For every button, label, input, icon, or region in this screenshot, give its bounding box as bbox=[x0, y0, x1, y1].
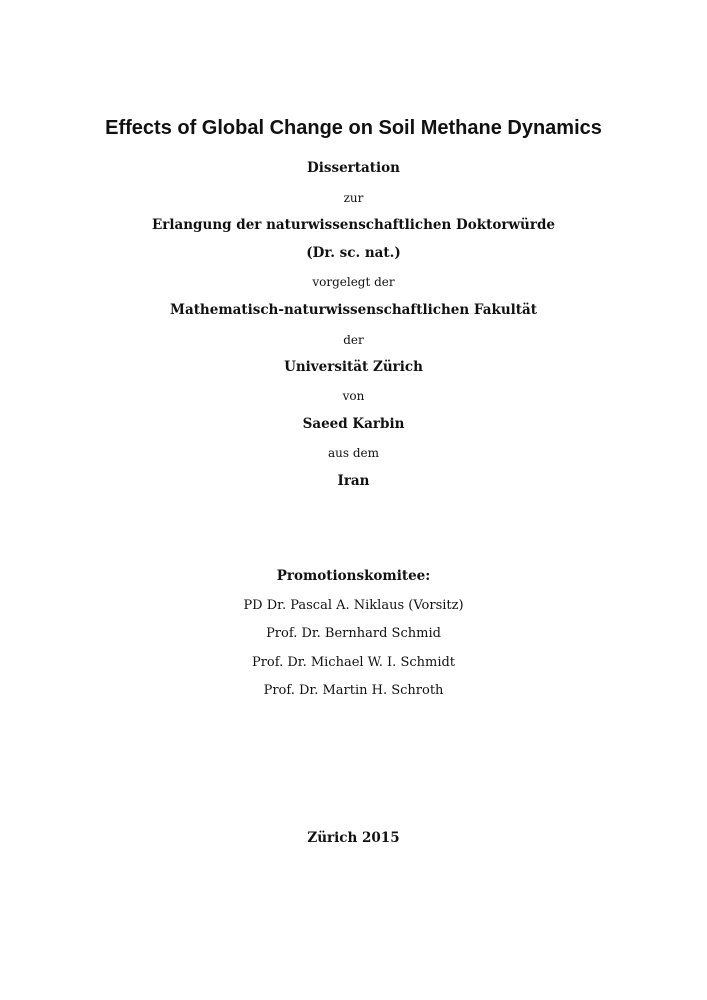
zur-text: zur bbox=[343, 191, 364, 205]
committee-heading: Promotionskomitee: bbox=[276, 568, 431, 584]
committee-member: PD Dr. Pascal A. Niklaus (Vorsitz) bbox=[243, 598, 464, 613]
degree-abbrev: (Dr. sc. nat.) bbox=[306, 245, 401, 261]
document-type: Dissertation bbox=[307, 160, 400, 176]
committee-member: Prof. Dr. Michael W. I. Schmidt bbox=[251, 655, 456, 670]
von-text: von bbox=[342, 389, 365, 403]
degree-purpose: Erlangung der naturwissenschaftlichen Doktorwürde bbox=[151, 217, 556, 233]
thesis-title: Effects of Global Change on Soil Methane Dynamics bbox=[105, 117, 602, 139]
place-year: Zürich 2015 bbox=[307, 830, 400, 846]
der-text: der bbox=[343, 333, 364, 347]
university-name: Universität Zürich bbox=[284, 359, 423, 375]
vorgelegt-text: vorgelegt der bbox=[312, 275, 395, 289]
origin-country: Iran bbox=[337, 473, 370, 489]
aus-dem-text: aus dem bbox=[327, 446, 380, 460]
author-name: Saeed Karbin bbox=[302, 416, 405, 432]
committee-member: Prof. Dr. Bernhard Schmid bbox=[266, 626, 441, 641]
faculty-name: Mathematisch-naturwissenschaftlichen Fakultät bbox=[170, 302, 537, 318]
committee-member: Prof. Dr. Martin H. Schroth bbox=[263, 683, 444, 698]
